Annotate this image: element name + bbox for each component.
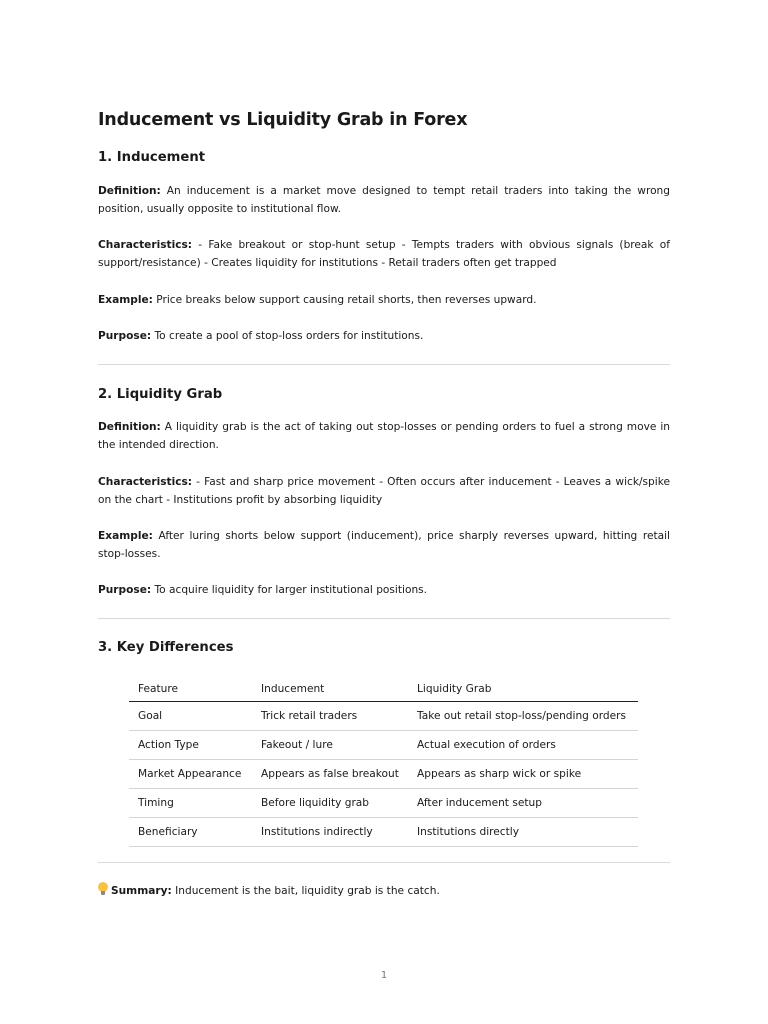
liquidity-grab-characteristics	[98, 473, 670, 509]
table-cell: Institutions directly	[408, 818, 638, 847]
section-divider	[98, 618, 670, 619]
inducement-definition	[98, 182, 670, 218]
example-text: Price breaks below support causing retail shorts, then reverses upward.	[156, 294, 537, 306]
definition-label: Definition:	[98, 421, 161, 433]
table-row	[129, 760, 638, 789]
example-label: Example:	[98, 294, 153, 306]
table-cell: Appears as false breakout	[252, 760, 408, 789]
section-heading-liquidity-grab: 2. Liquidity Grab	[98, 387, 223, 402]
table-cell: Goal	[129, 702, 252, 731]
column-header: Feature	[129, 676, 252, 702]
page-title: Inducement vs Liquidity Grab in Forex	[98, 110, 468, 130]
characteristics-label: Characteristics:	[98, 476, 193, 488]
characteristics-label: Characteristics:	[98, 239, 193, 251]
characteristics-text: - Fake breakout or stop-hunt setup - Tempts traders with obvious signals (break of support/resistance) - Creates liquidity for institutions - Retail traders often get trapped	[98, 239, 670, 269]
table-cell: Take out retail stop-loss/pending orders	[408, 702, 638, 731]
inducement-characteristics	[98, 236, 670, 272]
liquidity-grab-example	[98, 527, 670, 563]
column-header: Inducement	[252, 676, 408, 702]
table-row	[129, 702, 638, 731]
section-heading-inducement: 1. Inducement	[98, 150, 206, 165]
table-cell: Institutions indirectly	[252, 818, 408, 847]
table-row	[129, 731, 638, 760]
table-cell: Appears as sharp wick or spike	[408, 760, 638, 789]
inducement-example	[98, 291, 670, 309]
table-cell: After inducement setup	[408, 789, 638, 818]
summary-line	[98, 882, 440, 900]
table-row	[129, 818, 638, 847]
summary-text: Inducement is the bait, liquidity grab is the catch.	[175, 885, 440, 897]
purpose-text: To create a pool of stop-loss orders for institutions.	[154, 330, 424, 342]
purpose-text: To acquire liquidity for larger institutional positions.	[154, 584, 428, 596]
purpose-label: Purpose:	[98, 330, 152, 342]
liquidity-grab-definition	[98, 418, 670, 454]
section-divider	[98, 364, 670, 365]
table-cell: Fakeout / lure	[252, 731, 408, 760]
page-number: 1	[380, 970, 388, 981]
example-text: After luring shorts below support (inducement), price sharply reverses upward, hitting retail stop-losses.	[98, 530, 671, 560]
table-cell: Timing	[129, 789, 252, 818]
table-header-row	[129, 676, 638, 702]
section-divider	[98, 862, 670, 863]
definition-label: Definition:	[98, 185, 161, 197]
definition-text: A liquidity grab is the act of taking out stop-losses or pending orders to fuel a strong move in the intended direction.	[98, 421, 671, 451]
column-header: Liquidity Grab	[408, 676, 638, 702]
characteristics-text: - Fast and sharp price movement - Often occurs after inducement - Leaves a wick/spike on the chart - Institutions profit by absorbing liquidity	[98, 476, 670, 506]
example-label: Example:	[98, 530, 153, 542]
inducement-purpose	[98, 327, 670, 345]
definition-text: An inducement is a market move designed to tempt retail traders into taking the wrong position, usually opposite to institutional flow.	[98, 185, 670, 215]
table-cell: Trick retail traders	[252, 702, 408, 731]
section-heading-key-differences: 3. Key Differences	[98, 640, 234, 655]
differences-table	[129, 676, 638, 847]
table-cell: Actual execution of orders	[408, 731, 638, 760]
table-cell: Beneficiary	[129, 818, 252, 847]
table-cell: Before liquidity grab	[252, 789, 408, 818]
liquidity-grab-purpose	[98, 581, 670, 599]
table-cell: Action Type	[129, 731, 252, 760]
lightbulb-icon	[98, 882, 108, 896]
table-row	[129, 789, 638, 818]
summary-label: Summary:	[111, 885, 172, 897]
table-cell: Market Appearance	[129, 760, 252, 789]
purpose-label: Purpose:	[98, 584, 152, 596]
